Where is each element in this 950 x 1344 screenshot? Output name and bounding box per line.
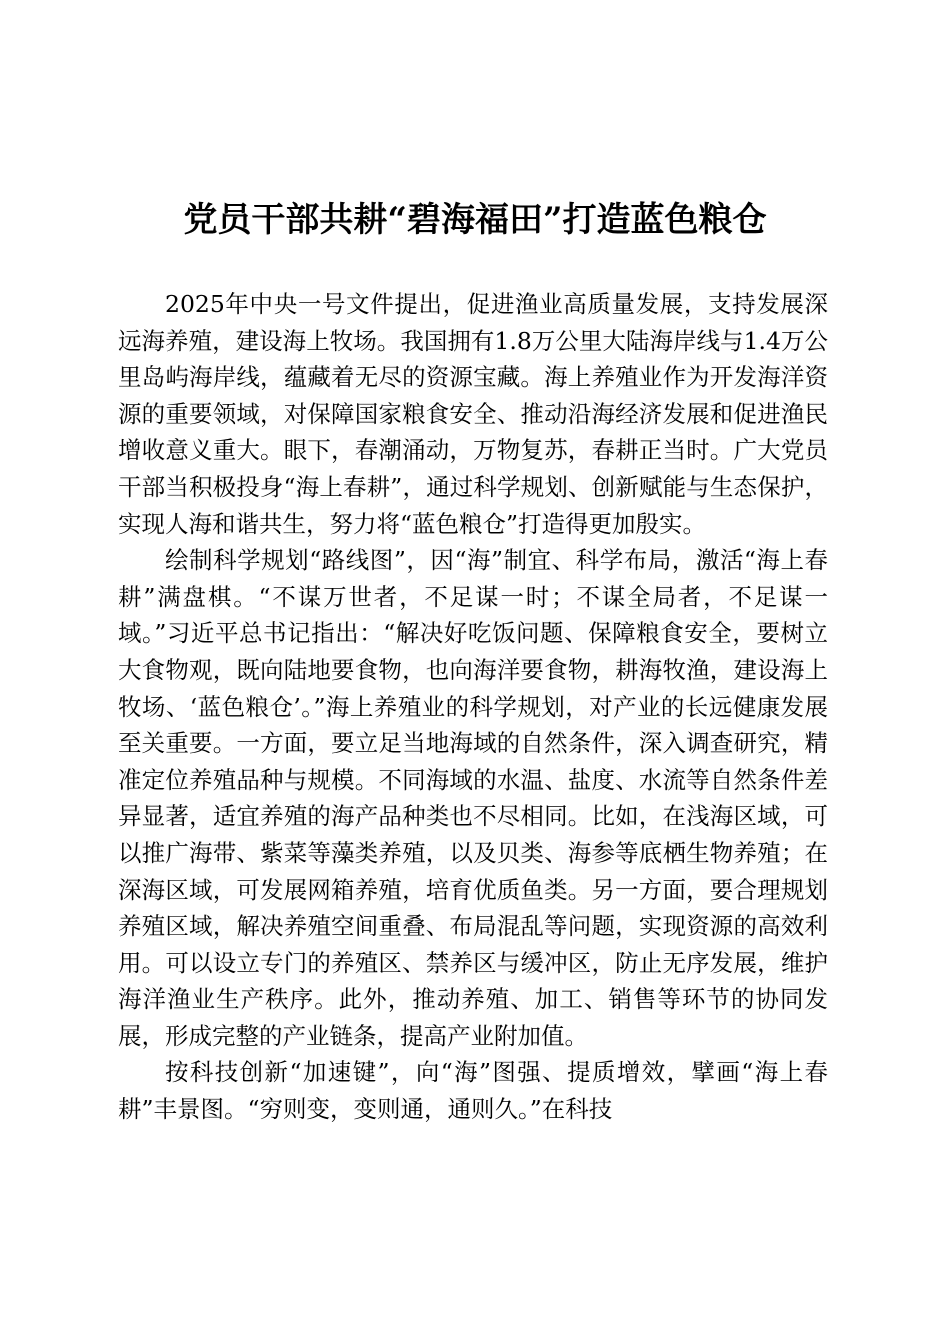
paragraph-1: 2025年中央一号文件提出，促进渔业高质量发展，支持发展深远海养殖，建设海上牧场。我国拥有1.8万公里大陆海岸线与1.4万公里岛屿海岸线，蕴藏着无尽的资源宝藏。海上养殖业作为开发海洋资源的重要领域，对保障国家粮食安全、推动沿海经济发展和促进渔民增收意义重大。眼下，春潮涌动，万物复苏，春耕正当时。广大党员干部当积极投身“海上春耕”，通过科学规划、创新赋能与生态保护，实现人海和谐共生，努力将“蓝色粮仓”打造得更加殷实。	[118, 290, 828, 538]
paragraph-3: 按科技创新“加速键”，向“海”图强、提质增效，擘画“海上春耕”丰景图。“穷则变，变则通，通则久。”在科技	[118, 1058, 828, 1124]
paragraph-2: 绘制科学规划“路线图”，因“海”制宜、科学布局，激活“海上春耕”满盘棋。“不谋万世者，不足谋一时；不谋全局者，不足谋一域。”习近平总书记指出：“解决好吃饭问题、保障粮食安全，要树立大食物观，既向陆地要食物，也向海洋要食物，耕海牧渔，建设海上牧场、‘蓝色粮仓’。”海上养殖业的科学规划，对产业的长远健康发展至关重要。一方面，要立足当地海域的自然条件，深入调查研究，精准定位养殖品种与规模。不同海域的水温、盐度、水流等自然条件差异显著，适宜养殖的海产品种类也不尽相同。比如，在浅海区域，可以推广海带、紫菜等藻类养殖，以及贝类、海参等底栖生物养殖；在深海区域，可发展网箱养殖，培育优质鱼类。另一方面，要合理规划养殖区域，解决养殖空间重叠、布局混乱等问题，实现资源的高效利用。可以设立专门的养殖区、禁养区与缓冲区，防止无序发展，维护海洋渔业生产秩序。此外，推动养殖、加工、销售等环节的协同发展，形成完整的产业链条，提高产业附加值。	[118, 546, 828, 1050]
document-title: 党员干部共耕“碧海福田”打造蓝色粮仓	[183, 200, 767, 240]
document-body	[118, 286, 828, 1128]
